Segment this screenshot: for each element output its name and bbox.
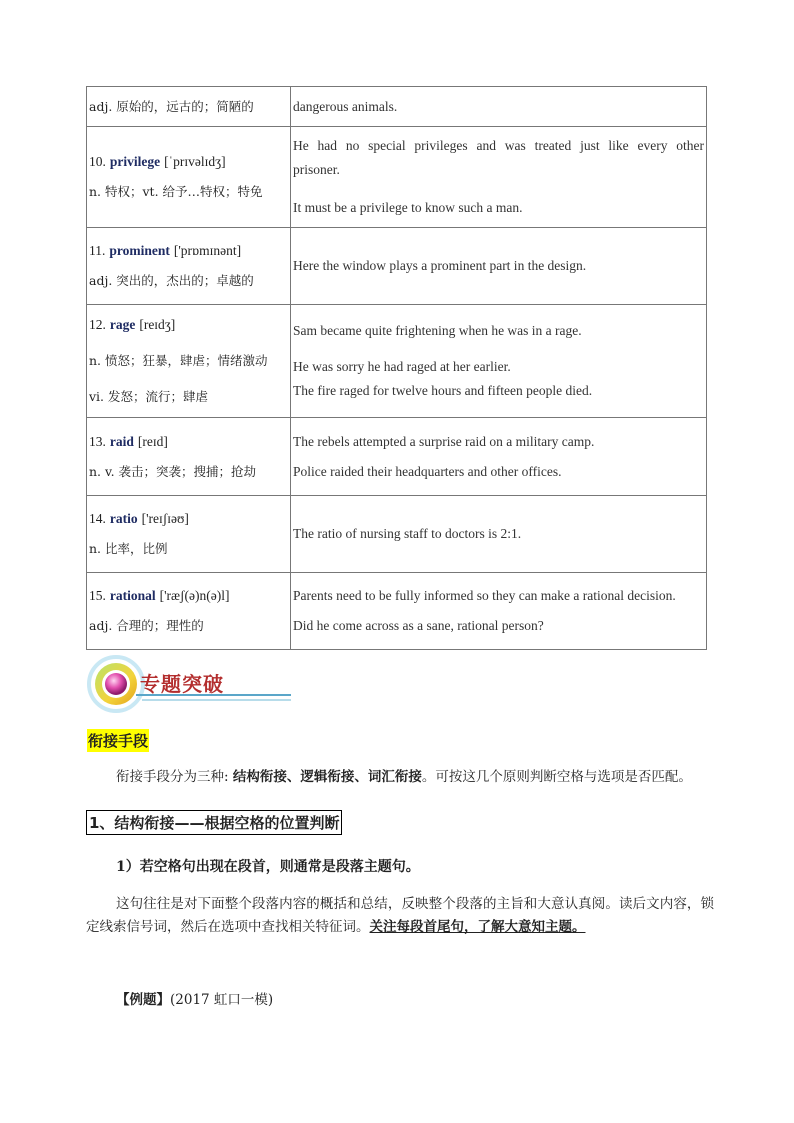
rule-heading: 1）若空格句出现在段首，则通常是段落主题句。 bbox=[116, 859, 420, 875]
headword-line bbox=[89, 313, 288, 337]
headword-line bbox=[89, 584, 288, 608]
phonetic: ['ræʃ(ə)n(ə)l] bbox=[159, 588, 230, 603]
section-heading: 衔接手段 bbox=[87, 729, 149, 752]
definition-line: n. 比率，比例 bbox=[89, 541, 168, 556]
example-sentence: The ratio of nursing staff to doctors is 2:1. bbox=[293, 526, 522, 541]
example-cell bbox=[291, 228, 707, 305]
word-cell bbox=[87, 87, 291, 127]
example-sentence: He had no special privileges and was treated just like every other bbox=[293, 138, 704, 153]
headword: ratio bbox=[109, 511, 138, 526]
phonetic: ['prɒmɪnənt] bbox=[173, 243, 242, 258]
entry-number: 10. bbox=[89, 154, 106, 169]
intro-paragraph bbox=[116, 765, 692, 785]
table-row bbox=[87, 228, 707, 305]
example-sentence: dangerous animals. bbox=[293, 98, 398, 114]
entry-number: 12. bbox=[89, 317, 106, 332]
vocab-table bbox=[86, 86, 707, 650]
explanation-text: 这句往往是对下面整个段落内容的概括和总结，反映整个段落的主旨和大意认真阅。读后文内容，锁定线索信号词，然后在选项中查找相关特征词。 bbox=[86, 896, 714, 935]
example-sentence: The fire raged for twelve hours and fifteen people died. bbox=[293, 383, 593, 398]
phonetic: [ˈprɪvəlɪdʒ] bbox=[164, 154, 226, 169]
example-sentence: Parents need to be fully informed so they can make a rational decision. bbox=[293, 588, 676, 603]
entry-number: 15. bbox=[89, 588, 106, 603]
example-source: (2017 虹口一模) bbox=[170, 992, 274, 1008]
explanation-key-point: 关注每段首尾句，了解大意知主题。 bbox=[369, 919, 586, 935]
table-row bbox=[87, 418, 707, 496]
explanation-paragraph bbox=[86, 893, 714, 939]
example-sentence: Here the window plays a prominent part in the design. bbox=[293, 258, 587, 273]
example-sentence: He was sorry he had raged at her earlier. bbox=[293, 359, 511, 374]
phonetic: [reɪd] bbox=[137, 433, 168, 449]
headword: rage bbox=[109, 317, 136, 332]
phonetic: ['reɪʃɪəʊ] bbox=[141, 511, 189, 526]
definition-line: adj. 原始的，远古的；简陋的 bbox=[89, 98, 254, 114]
intro-bold: 结构衔接、逻辑衔接、词汇衔接 bbox=[232, 769, 422, 785]
word-cell bbox=[87, 127, 291, 228]
example-sentence: Sam became quite frightening when he was in a rage. bbox=[293, 323, 582, 338]
table-row bbox=[87, 305, 707, 418]
headword: prominent bbox=[109, 243, 170, 258]
table-row bbox=[87, 573, 707, 650]
example-label bbox=[116, 988, 273, 1008]
table-row bbox=[87, 87, 707, 127]
example-sentence: prisoner. bbox=[293, 162, 340, 177]
word-cell bbox=[87, 305, 291, 418]
banner-title: 专题突破 bbox=[140, 672, 224, 696]
table-row bbox=[87, 496, 707, 573]
intro-suffix: 。可按这几个原则判断空格与选项是否匹配。 bbox=[421, 769, 692, 785]
example-sentence: Police raided their headquarters and other offices. bbox=[293, 463, 562, 479]
definition-line: vi. 发怒；流行；肆虐 bbox=[89, 389, 209, 404]
example-cell bbox=[291, 127, 707, 228]
word-cell bbox=[87, 228, 291, 305]
definition-line: adj. 合理的；理性的 bbox=[89, 618, 204, 633]
example-cell bbox=[291, 418, 707, 496]
headword: raid bbox=[109, 433, 134, 449]
entry-number: 13. bbox=[89, 433, 106, 449]
example-sentence: It must be a privilege to know such a man. bbox=[293, 200, 523, 215]
headword-line bbox=[89, 507, 288, 531]
word-cell bbox=[87, 418, 291, 496]
example-cell bbox=[291, 87, 707, 127]
entry-number: 14. bbox=[89, 511, 106, 526]
word-cell bbox=[87, 496, 291, 573]
entry-number: 11. bbox=[89, 243, 106, 258]
definition-line: n. v. 袭击；突袭；搜捕；抢劫 bbox=[89, 463, 257, 479]
example-cell bbox=[291, 305, 707, 418]
intro-prefix: 衔接手段分为三种: bbox=[116, 769, 233, 785]
phonetic: [reɪdʒ] bbox=[139, 317, 176, 332]
headword: rational bbox=[109, 588, 156, 603]
definition-line: n. 愤怒；狂暴，肆虐；情绪激动 bbox=[89, 353, 268, 368]
example-sentence: The rebels attempted a surprise raid on a military camp. bbox=[293, 433, 595, 449]
example-cell bbox=[291, 496, 707, 573]
example-cell bbox=[291, 573, 707, 650]
example-bracket: 【例题】 bbox=[116, 992, 170, 1008]
table-row bbox=[87, 127, 707, 228]
definition-line: adj. 突出的，杰出的；卓越的 bbox=[89, 273, 254, 288]
definition-line: n. 特权；vt. 给予…特权；特免 bbox=[89, 184, 263, 199]
example-sentence: Did he come across as a sane, rational person? bbox=[293, 618, 544, 633]
headword: privilege bbox=[109, 154, 161, 169]
headword-line bbox=[89, 150, 288, 174]
headword-line bbox=[89, 430, 288, 454]
boxed-subheading: 1、结构衔接——根据空格的位置判断 bbox=[86, 810, 342, 835]
headword-line bbox=[89, 239, 288, 263]
word-cell bbox=[87, 573, 291, 650]
